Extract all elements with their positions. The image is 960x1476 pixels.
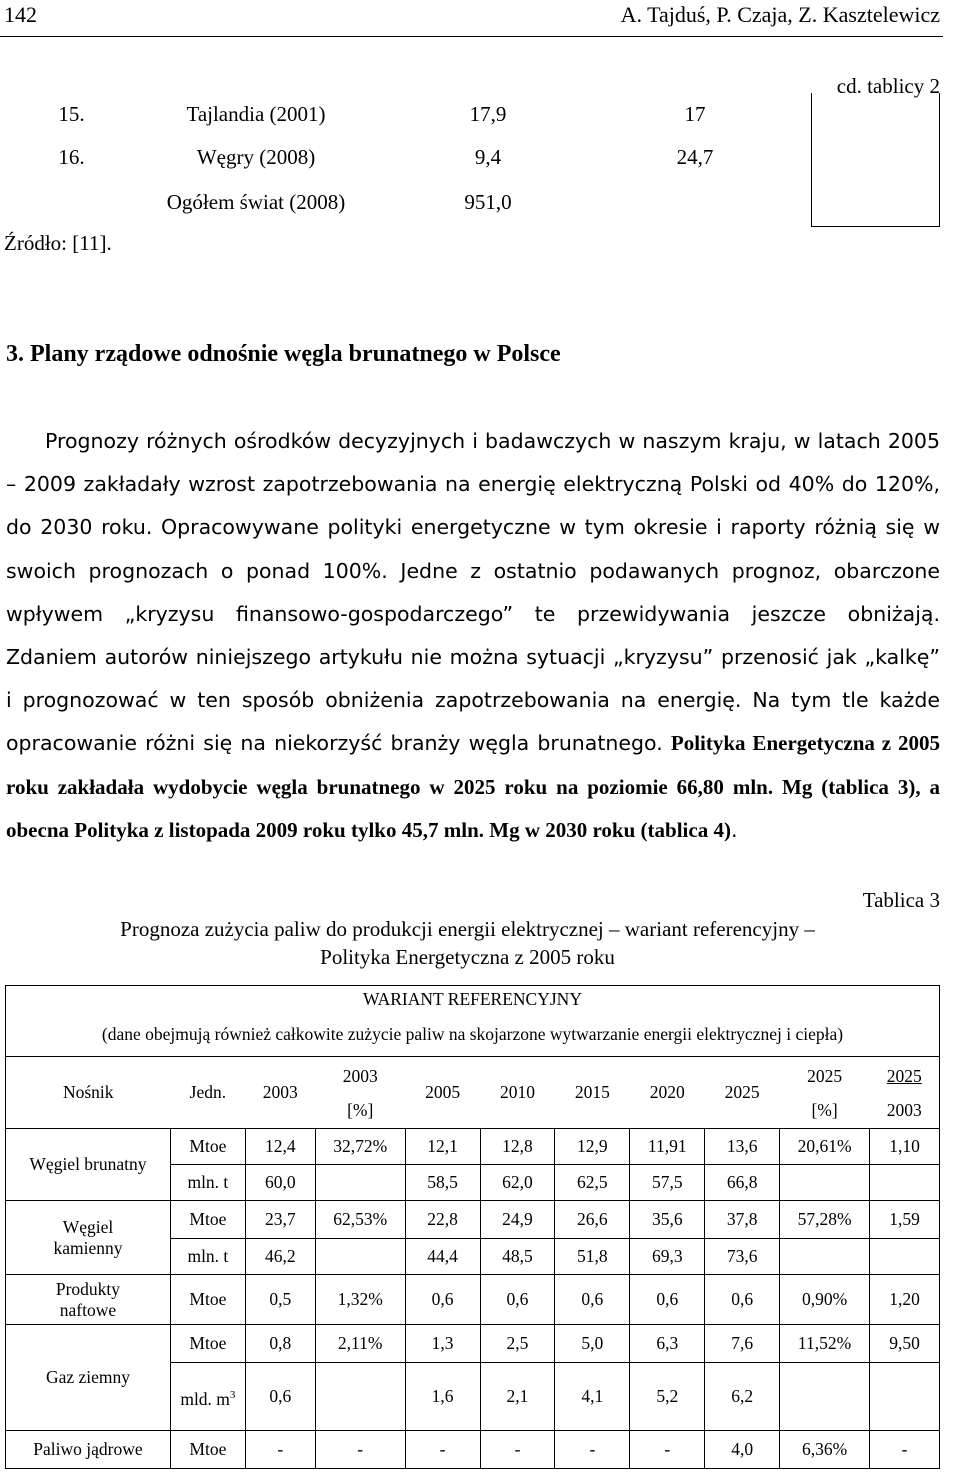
country-cell: Węgry (2008) [196, 145, 316, 169]
table-continuation-label: cd. tablicy 2 [836, 74, 940, 98]
value-cell: 12,9 [555, 1129, 630, 1165]
table-header-row [6, 1057, 940, 1129]
carrier-cell: Węgiel kamienny [6, 1201, 171, 1275]
value-cell: 5,2 [630, 1363, 705, 1431]
value-cell: 60,0 [245, 1165, 315, 1201]
value-cell: 7,6 [705, 1325, 780, 1363]
value-cell: 0,6 [555, 1275, 630, 1325]
carrier-cell: Gaz ziemny [6, 1325, 171, 1431]
table-row [28, 136, 940, 179]
value-cell: 51,8 [555, 1239, 630, 1275]
table-label: Tablica 3 [862, 888, 940, 912]
value-cell: 2,11% [315, 1325, 405, 1363]
value-cell [870, 1165, 940, 1201]
header-2003-pct-bottom: [%] [347, 1099, 374, 1120]
unit-cell: Mtoe [170, 1275, 245, 1325]
value-cell: 17,9 [469, 102, 507, 126]
value-cell [780, 1165, 870, 1201]
value-cell: - [870, 1431, 940, 1469]
value-cell [870, 1363, 940, 1431]
row-number: 15. [58, 102, 85, 126]
value-cell: 1,6 [405, 1363, 480, 1431]
value-cell: 6,3 [630, 1325, 705, 1363]
header-2010: 2010 [480, 1057, 555, 1129]
header-ratio [870, 1057, 940, 1129]
value-cell: 0,6 [405, 1275, 480, 1325]
value-cell: 35,6 [630, 1201, 705, 1239]
unit-cell: Mtoe [170, 1129, 245, 1165]
header-2015: 2015 [555, 1057, 630, 1129]
value-cell [579, 179, 812, 226]
value-cell [315, 1239, 405, 1275]
value-cell: 26,6 [555, 1201, 630, 1239]
value-cell: 48,5 [480, 1239, 555, 1275]
empty-cell [812, 93, 940, 136]
value-cell: 12,4 [245, 1129, 315, 1165]
unit-cell [170, 1363, 245, 1431]
header-ratio-bottom: 2003 [886, 1099, 922, 1120]
header-ratio-top: 2025 [886, 1065, 922, 1086]
header-2003: 2003 [245, 1057, 315, 1129]
value-cell: - [315, 1431, 405, 1469]
unit-cell: mln. t [170, 1239, 245, 1275]
value-cell: 24,7 [676, 145, 714, 169]
unit-main: mld. m [180, 1388, 230, 1409]
value-cell: 17 [684, 102, 706, 126]
value-cell: 2,1 [480, 1363, 555, 1431]
value-cell: 11,52% [780, 1325, 870, 1363]
header-2003-pct [315, 1057, 405, 1129]
header-jedn: Jedn. [170, 1057, 245, 1129]
header-2005: 2005 [405, 1057, 480, 1129]
header-2020: 2020 [630, 1057, 705, 1129]
value-cell: - [555, 1431, 630, 1469]
table-row [28, 93, 940, 136]
variant-title: WARIANT REFERENCYJNY [6, 986, 940, 1013]
unit-cell: Mtoe [170, 1201, 245, 1239]
value-cell: 5,0 [555, 1325, 630, 1363]
value-cell: 0,6 [245, 1363, 315, 1431]
value-cell: 66,8 [705, 1165, 780, 1201]
page-number: 142 [4, 2, 37, 27]
value-cell: 24,9 [480, 1201, 555, 1239]
value-cell: 4,0 [705, 1431, 780, 1469]
paragraph-end: . [730, 817, 738, 842]
country-cell: Tajlandia (2001) [186, 102, 326, 126]
value-cell: 1,59 [870, 1201, 940, 1239]
value-cell [315, 1363, 405, 1431]
value-cell: - [245, 1431, 315, 1469]
forecast-table [5, 985, 940, 1469]
carrier-cell: Węgiel brunatny [6, 1129, 171, 1201]
country-cell: Ogółem świat (2008) [166, 190, 346, 214]
value-cell: - [480, 1431, 555, 1469]
header-2025-pct-top: 2025 [807, 1065, 843, 1086]
value-cell: 0,6 [630, 1275, 705, 1325]
value-cell: 0,6 [480, 1275, 555, 1325]
row-number: 16. [58, 145, 85, 169]
header-rule [0, 36, 943, 37]
value-cell: 0,5 [245, 1275, 315, 1325]
value-cell: - [630, 1431, 705, 1469]
table-row [6, 986, 940, 1013]
value-cell: 1,32% [315, 1275, 405, 1325]
value-cell: - [405, 1431, 480, 1469]
value-cell: 9,4 [474, 145, 502, 169]
value-cell: 46,2 [245, 1239, 315, 1275]
value-cell: 0,6 [705, 1275, 780, 1325]
table2-continuation [28, 93, 940, 227]
unit-cell: Mtoe [170, 1325, 245, 1363]
value-cell: 9,50 [870, 1325, 940, 1363]
value-cell: 62,0 [480, 1165, 555, 1201]
value-cell: 0,8 [245, 1325, 315, 1363]
header-2025-pct [780, 1057, 870, 1129]
unit-superscript: 3 [229, 1388, 236, 1401]
value-cell: 6,2 [705, 1363, 780, 1431]
table-note: (dane obejmują również całkowite zużycie paliw na skojarzone wytwarzanie energii elektrycznej i ciepła) [6, 1013, 940, 1057]
table-row [6, 1129, 940, 1165]
value-cell: 1,10 [870, 1129, 940, 1165]
value-cell: 13,6 [705, 1129, 780, 1165]
value-cell: 44,4 [405, 1239, 480, 1275]
value-cell: 58,5 [405, 1165, 480, 1201]
value-cell: 951,0 [464, 190, 512, 214]
value-cell [870, 1239, 940, 1275]
empty-cell [812, 179, 940, 226]
header-2003-pct-top: 2003 [342, 1065, 378, 1086]
value-cell: 11,91 [630, 1129, 705, 1165]
value-cell: 23,7 [245, 1201, 315, 1239]
body-paragraph [6, 420, 940, 852]
unit-cell: Mtoe [170, 1431, 245, 1469]
value-cell: 22,8 [405, 1201, 480, 1239]
table-caption-line1: Prognoza zużycia paliw do produkcji energii elektrycznej – wariant referencyjny – [120, 917, 815, 941]
value-cell: 0,90% [780, 1275, 870, 1325]
table-row [6, 1201, 940, 1239]
value-cell [780, 1363, 870, 1431]
value-cell: 73,6 [705, 1239, 780, 1275]
paragraph-text: Prognozy różnych ośrodków decyzyjnych i badawczych w naszym kraju, w latach 2005 – 2009 zakładały wzrost zapotrzebowania na energię elektryczną Polski od 40% do 120%, do 2030 roku. Opracowywane polityki energetyczne w tym okresie i raporty różnią się w swoich prognozach o ponad 100%. Jedne z ostatnio podawanych prognoz, obarczone wpływem „kryzysu finansowo-gospodarczego” te przewidywania jeszcze obniżają. Zdaniem autorów niniejszego artykułu nie można sytuacji „kryzysu” przenosić jak „kalkę” i prognozować w ten sposób obniżenia zapotrzebowania na energię. Na tym tle każde opracowanie różni się na niekorzyść branży węgla brunatnego. [6, 429, 940, 756]
value-cell: 4,1 [555, 1363, 630, 1431]
value-cell [315, 1165, 405, 1201]
value-cell: 1,3 [405, 1325, 480, 1363]
unit-cell: mln. t [170, 1165, 245, 1201]
row-number [28, 179, 115, 226]
value-cell: 62,5 [555, 1165, 630, 1201]
value-cell: 69,3 [630, 1239, 705, 1275]
section-heading: 3. Plany rządowe odnośnie węgla brunatnego w Polsce [6, 341, 561, 367]
value-cell: 12,1 [405, 1129, 480, 1165]
carrier-cell: Produkty naftowe [6, 1275, 171, 1325]
running-header-authors: A. Tajduś, P. Czaja, Z. Kasztelewicz [620, 2, 940, 27]
value-cell: 2,5 [480, 1325, 555, 1363]
value-cell: 1,20 [870, 1275, 940, 1325]
value-cell [780, 1239, 870, 1275]
value-cell: 20,61% [780, 1129, 870, 1165]
header-nosnik: Nośnik [6, 1057, 171, 1129]
table-row [6, 1275, 940, 1325]
value-cell: 37,8 [705, 1201, 780, 1239]
value-cell: 57,28% [780, 1201, 870, 1239]
value-cell: 62,53% [315, 1201, 405, 1239]
table-row [6, 1013, 940, 1057]
table-caption-line2: Polityka Energetyczna z 2005 roku [320, 945, 615, 969]
header-2025: 2025 [705, 1057, 780, 1129]
table-row [6, 1325, 940, 1363]
table-source: Źródło: [11]. [4, 231, 112, 255]
value-cell: 6,36% [780, 1431, 870, 1469]
table-row [28, 179, 940, 226]
value-cell: 12,8 [480, 1129, 555, 1165]
header-2025-pct-bottom: [%] [811, 1099, 838, 1120]
table-row [6, 1431, 940, 1469]
value-cell: 32,72% [315, 1129, 405, 1165]
carrier-cell: Paliwo jądrowe [6, 1431, 171, 1469]
empty-cell [812, 136, 940, 179]
paragraph-bold-text: Polityka Energetyczna z 2005 roku zakładała wydobycie węgla brunatnego w 2025 roku na poziomie 66,80 mln. Mg (tablica 3), a obecna Polityka z listopada 2009 roku tylko 45,7 mln. Mg w 2030 roku (tablica 4) [6, 731, 940, 842]
value-cell: 57,5 [630, 1165, 705, 1201]
